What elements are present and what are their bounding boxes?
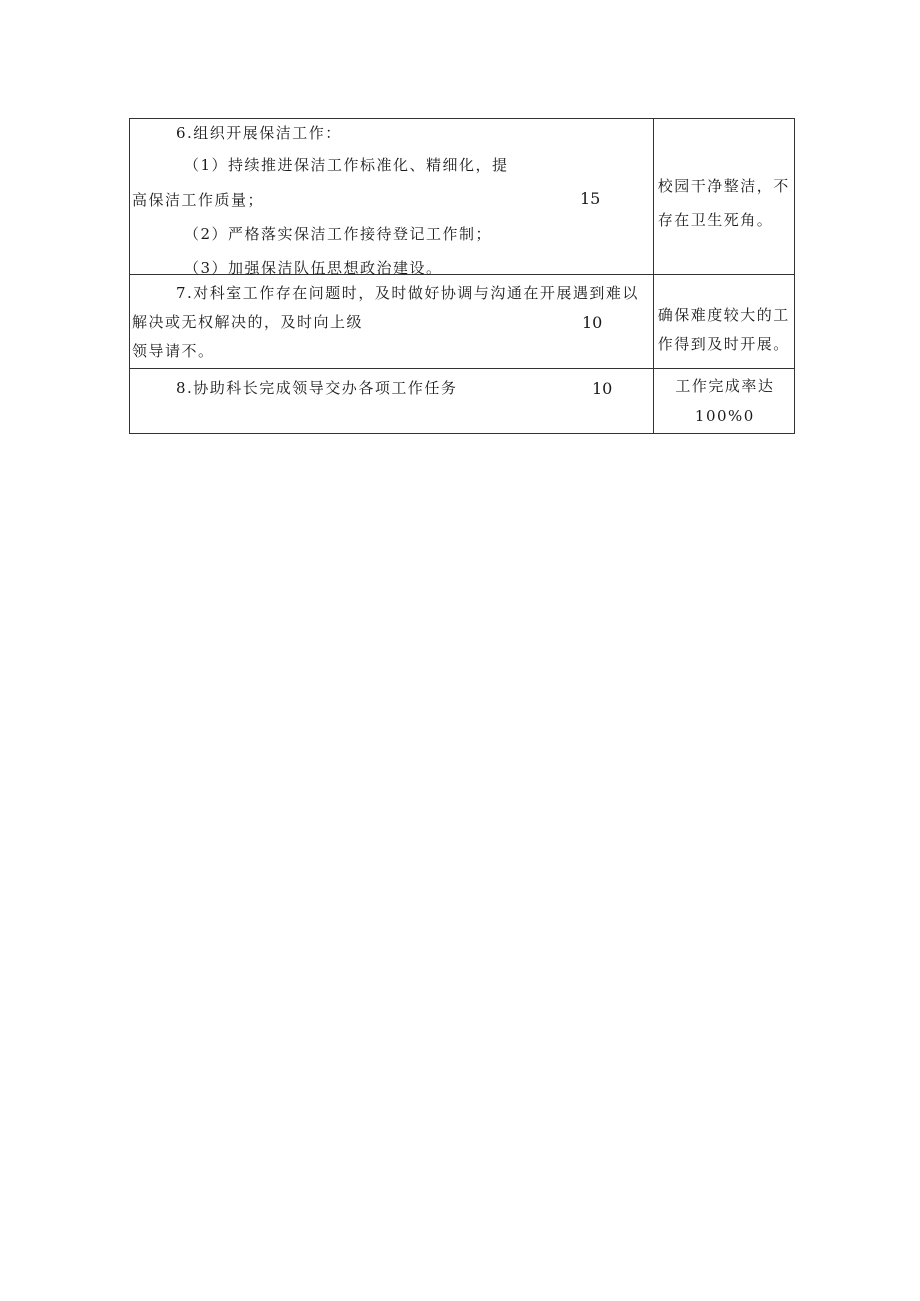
task-cell: [130, 119, 654, 275]
task-title: 8.协助科长完成领导交办各项工作任务: [176, 379, 458, 397]
task-text: 解决或无权解决的，及时向上级: [132, 313, 364, 331]
task-item: （1）持续推进保洁工作标准化、精细化，提: [184, 156, 509, 174]
task-text: 领导请不。: [132, 342, 215, 360]
task-title: 6.组织开展保洁工作：: [176, 124, 342, 142]
score-value: 10: [582, 313, 603, 332]
score-value: 15: [580, 189, 601, 208]
task-cell: [130, 369, 654, 434]
result-line: 校园干净整洁，不: [657, 177, 790, 195]
table-row: [130, 369, 795, 434]
result-line: 工作完成率达: [675, 377, 775, 395]
result-line: 作得到及时开展。: [657, 335, 790, 353]
task-cell: [130, 275, 654, 369]
result-cell: [653, 275, 794, 369]
result-cell: [653, 119, 794, 275]
task-title: 7.对科室工作存在问题时，及时做好协调与沟通在开展遇到难以: [176, 284, 639, 302]
task-item: （3）加强保洁队伍思想政治建设。: [184, 259, 443, 277]
table-row: [130, 275, 795, 369]
result-line: 确保难度较大的工: [657, 306, 790, 324]
result-line: 100%0: [694, 407, 755, 425]
result-cell: [653, 369, 794, 434]
work-task-table: [129, 118, 795, 434]
task-item-continued: 高保洁工作质量；: [132, 191, 265, 209]
result-line: 存在卫生死角。: [657, 211, 774, 229]
score-value: 10: [592, 379, 613, 398]
table-row: [130, 119, 795, 275]
task-item: （2）严格落实保洁工作接待登记工作制；: [184, 225, 493, 243]
